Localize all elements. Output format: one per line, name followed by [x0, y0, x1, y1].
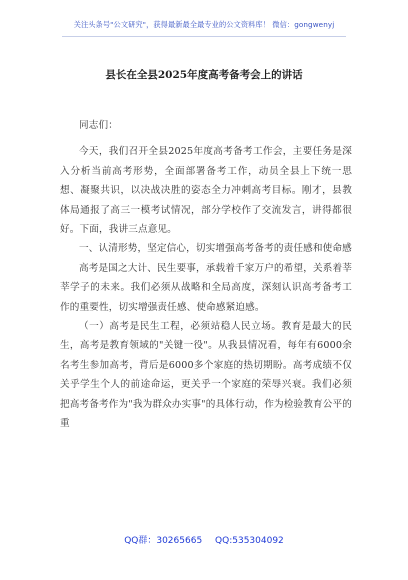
paragraph-intro: 今天，我们召开全县2025年度高考备考工作会，主要任务是深入分析当前高考形势，全面部署备考工作，动员全县上下统一思想、凝聚共识，以决战决胜的姿态全力冲刺高考目标。刚才，县教体局通报了高三一模考试情况，部分学校作了交流发言，讲得都很好。下面，我讲三点意见。: [60, 146, 352, 236]
salutation: 同志们：: [79, 120, 118, 131]
footer-qq-group: QQ群：30265665: [124, 536, 203, 546]
document-title: 县长在全县2025年度高考备考会上的讲话: [105, 69, 303, 81]
section-heading-1: 一、认清形势，坚定信心，切实增强高考备考的责任感和使命感: [79, 243, 352, 255]
header-promo-note: 关注头条号"公文研究"，获得最新最全最专业的公文资料库！ 微信：gongwenyj: [73, 20, 335, 29]
paragraph-3: （一）高考是民生工程，必须站稳人民立场。教育是最大的民生，高考是教育领域的"关键一役"。从我县情况看，每年有6000余名考生参加高考，背后是6000多个家庭的热切期盼。高考成绩不仅关乎学生个人的前途命运，更关乎一个家庭的荣辱兴衰。我们必须把高考备考作为"我为群众办实事"的具体行动，作为检验教育公平的重: [60, 321, 352, 430]
footer-qq: QQ:535304092: [215, 536, 284, 546]
paragraph-2: 高考是国之大计、民生要事，承载着千家万户的希望，关系着莘莘学子的未来。我们必须从战略和全局高度，深刻认识高考备考工作的重要性，切实增强责任感、使命感紧迫感。: [60, 262, 352, 313]
footer-contact: [40, 533, 368, 546]
header-divider: [62, 36, 346, 37]
document-body: [60, 116, 352, 434]
